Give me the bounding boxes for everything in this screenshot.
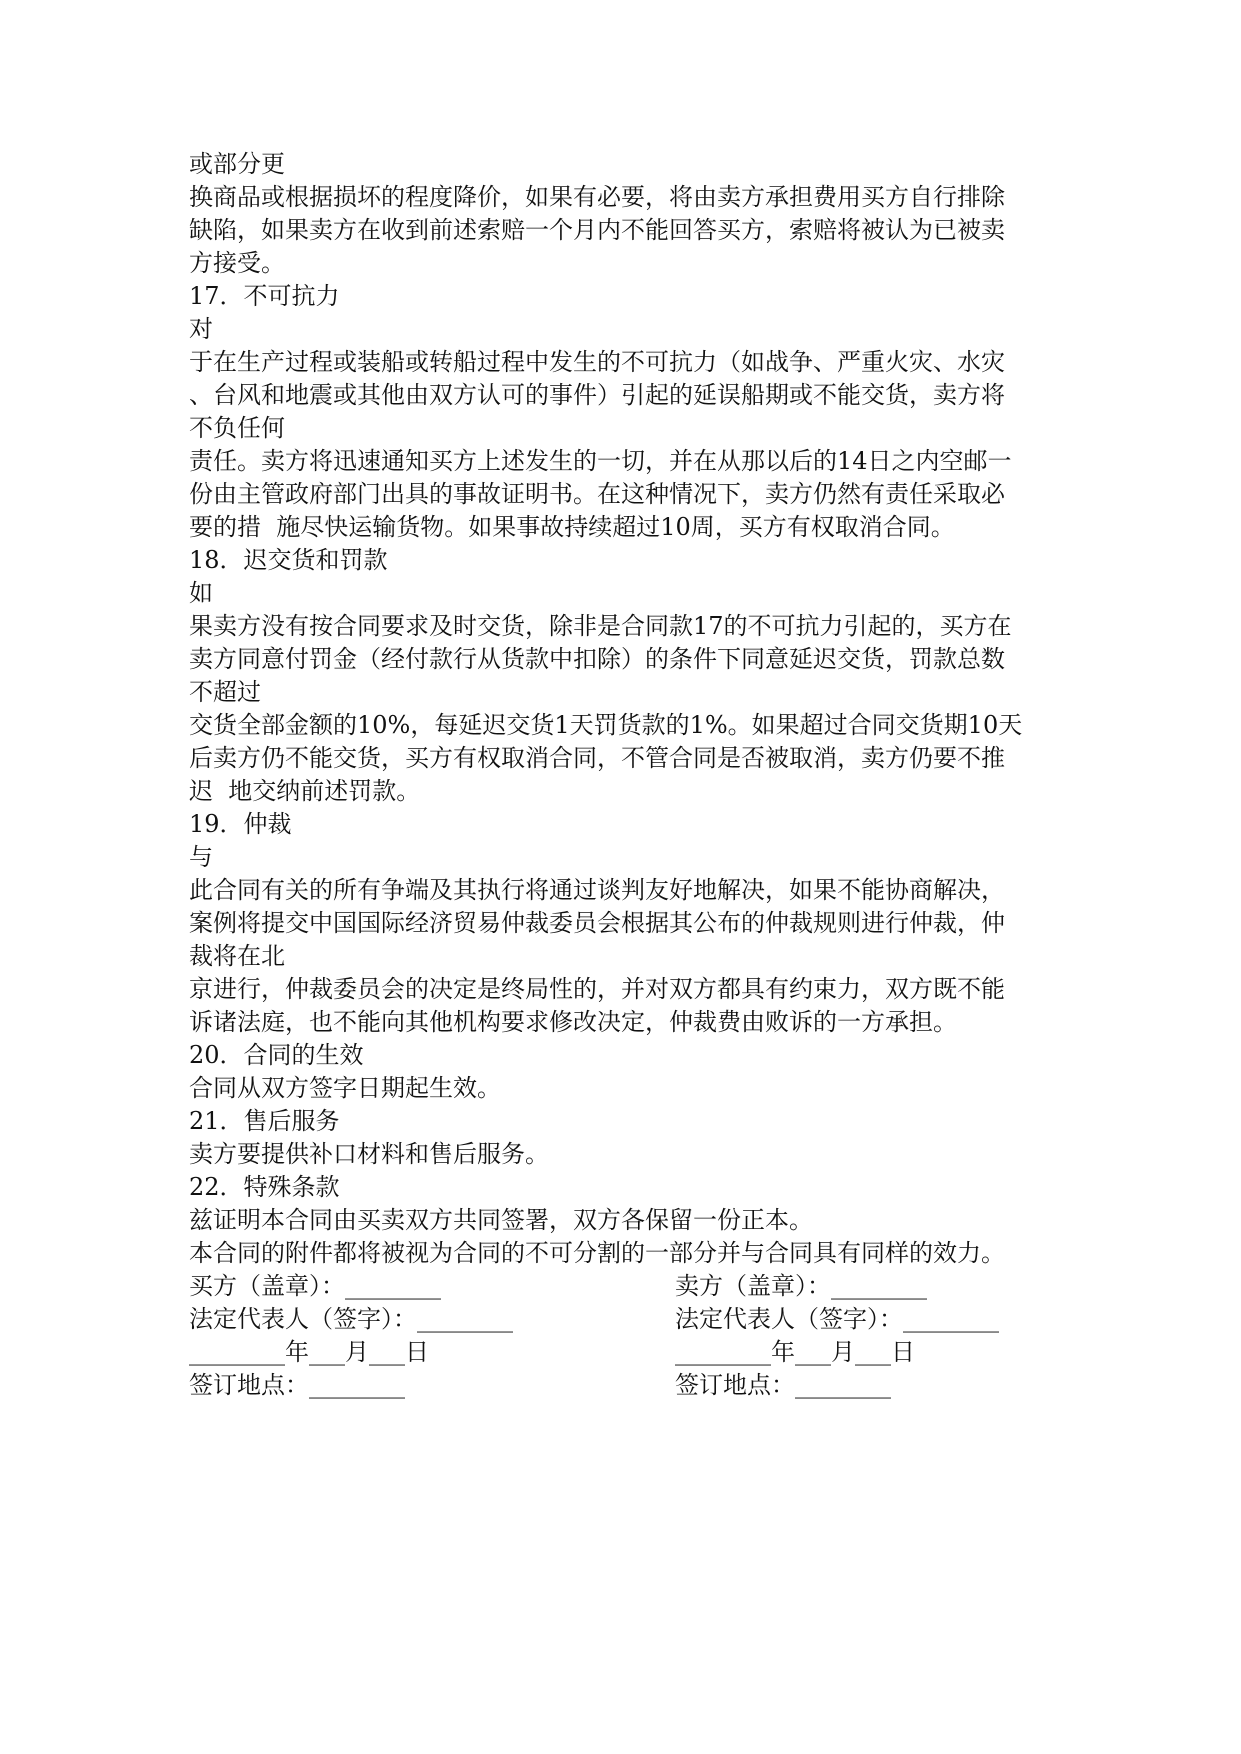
text-line: 果卖方没有按合同要求及时交货，除非是合同款17的不可抗力引起的，买方在 [189,612,1012,640]
text-line: 本合同的附件都将被视为合同的不可分割的一部分并与合同具有同样的效力。 [189,1239,1005,1267]
signature-row-place [189,1369,1051,1402]
seller-place-field: 签订地点：________ [675,1371,891,1399]
text-line: 方接受。 [189,249,285,277]
text-line: 缺陷，如果卖方在收到前述索赔一个月内不能回答买方，索赔将被认为已被卖 [189,216,1005,244]
seller-date-field: ________年___月___日 [675,1338,915,1366]
seller-representative-field: 法定代表人（签字）：________ [675,1305,999,1333]
text-line: 不负任何 [189,414,285,442]
text-line: 于在生产过程或装船或转船过程中发生的不可抗力（如战争、严重火灾、水灾 [189,348,1005,376]
buyer-place-field: 签订地点：________ [189,1371,405,1399]
text-line: 、台风和地震或其他由双方认可的事件）引起的延误船期或不能交货，卖方将 [189,381,1005,409]
section-heading-force-majeure: 17．不可抗力 [189,282,340,310]
contract-body [189,148,1051,1402]
text-line: 此合同有关的所有争端及其执行将通过谈判友好地解决，如果不能协商解决， [189,876,1005,904]
seller-seal-field: 卖方（盖章）：________ [675,1272,927,1300]
text-line: 卖方要提供补口材料和售后服务。 [189,1140,549,1168]
section-heading-after-sales: 21．售后服务 [189,1107,340,1135]
text-line: 兹证明本合同由买卖双方共同签署，双方各保留一份正本。 [189,1206,813,1234]
text-line: 责任。卖方将迅速通知买方上述发生的一切，并在从那以后的14日之内空邮一 [189,447,1012,475]
text-line: 与 [189,843,213,871]
text-line: 京进行，仲裁委员会的决定是终局性的，并对双方都具有约束力，双方既不能 [189,975,1005,1003]
text-line: 诉诸法庭，也不能向其他机构要求修改决定，仲裁费由败诉的一方承担。 [189,1008,957,1036]
text-line: 如 [189,579,213,607]
signature-row-representative [189,1303,1051,1336]
text-line: 裁将在北 [189,942,285,970]
text-line: 合同从双方签字日期起生效。 [189,1074,501,1102]
text-line: 迟 地交纳前述罚款。 [189,777,421,805]
section-heading-effectiveness: 20．合同的生效 [189,1041,364,1069]
text-line: 交货全部金额的10%，每延迟交货1天罚货款的1%。如果超过合同交货期10天 [189,711,1023,739]
section-heading-special-terms: 22．特殊条款 [189,1173,340,1201]
signature-row-date [189,1336,1051,1369]
buyer-date-field: ________年___月___日 [189,1338,429,1366]
text-line: 卖方同意付罚金（经付款行从货款中扣除）的条件下同意延迟交货，罚款总数 [189,645,1005,673]
text-line: 换商品或根据损坏的程度降价，如果有必要，将由卖方承担费用买方自行排除 [189,183,1005,211]
signature-row-seal [189,1270,1051,1303]
text-line: 后卖方仍不能交货，买方有权取消合同，不管合同是否被取消，卖方仍要不推 [189,744,1005,772]
section-heading-arbitration: 19．仲裁 [189,810,292,838]
section-heading-late-delivery: 18．迟交货和罚款 [189,546,388,574]
text-line: 对 [189,315,213,343]
text-line: 不超过 [189,678,261,706]
buyer-representative-field: 法定代表人（签字）：________ [189,1305,513,1333]
text-line: 要的措 施尽快运输货物。如果事故持续超过10周，买方有权取消合同。 [189,513,955,541]
buyer-seal-field: 买方（盖章）：________ [189,1272,441,1300]
text-line: 案例将提交中国国际经济贸易仲裁委员会根据其公布的仲裁规则进行仲裁，仲 [189,909,1005,937]
text-line: 或部分更 [189,150,285,178]
text-line: 份由主管政府部门出具的事故证明书。在这种情况下，卖方仍然有责任采取必 [189,480,1005,508]
